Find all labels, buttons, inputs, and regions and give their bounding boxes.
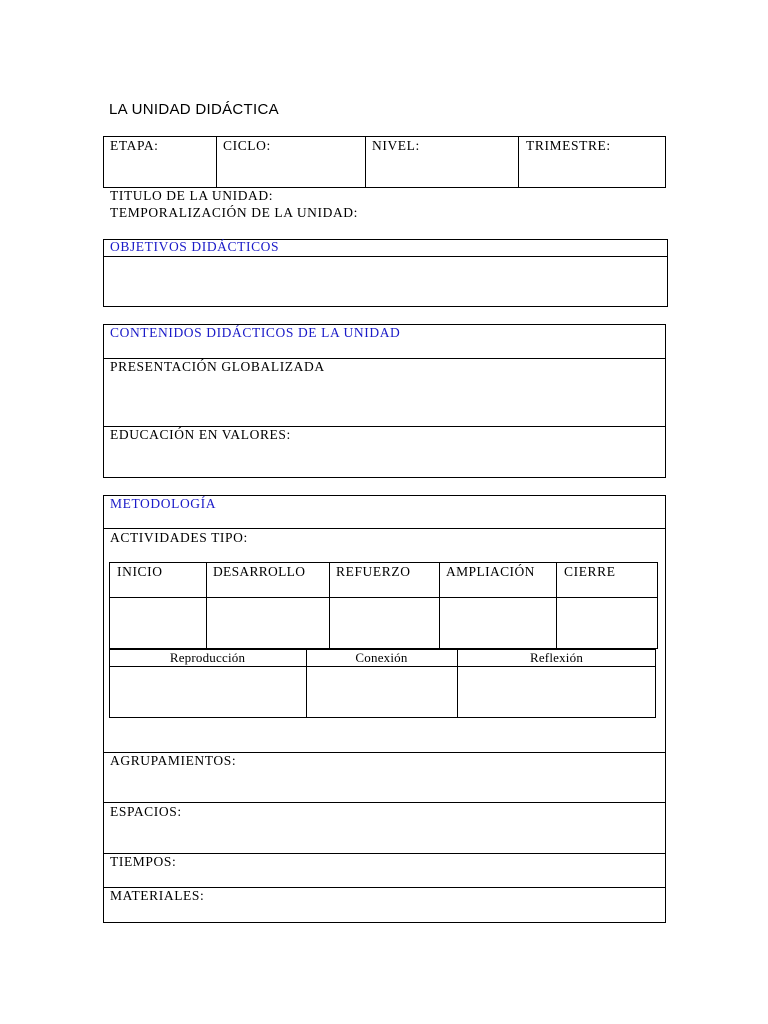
divider [439, 562, 440, 649]
divider [109, 597, 658, 598]
document-title: LA UNIDAD DIDÁCTICA [109, 101, 279, 118]
activity-col-refuerzo: REFUERZO [336, 564, 411, 579]
skill-col-reproduccion: Reproducción [169, 650, 246, 665]
contenidos-section [103, 324, 666, 478]
divider [206, 562, 207, 649]
materiales-label[interactable]: MATERIALES: [110, 888, 205, 903]
divider [216, 136, 217, 188]
field-ciclo[interactable]: CICLO: [223, 138, 271, 153]
valores-label[interactable]: EDUCACIÓN EN VALORES: [110, 427, 291, 442]
agrupamientos-label[interactable]: AGRUPAMIENTOS: [110, 753, 237, 768]
divider [103, 802, 666, 803]
divider [103, 256, 668, 257]
objetivos-heading: OBJETIVOS DIDÁCTICOS [110, 239, 280, 254]
presentacion-label[interactable]: PRESENTACIÓN GLOBALIZADA [110, 359, 325, 374]
divider [103, 853, 666, 854]
field-nivel[interactable]: NIVEL: [372, 138, 420, 153]
skill-col-reflexion: Reflexión [529, 650, 584, 665]
unit-title-label: TITULO DE LA UNIDAD: [110, 188, 274, 203]
divider [329, 562, 330, 649]
metodologia-heading: METODOLOGÍA [110, 496, 217, 511]
skill-col-conexion: Conexión [355, 650, 408, 665]
divider [518, 136, 519, 188]
activity-col-inicio: INICIO [117, 564, 163, 579]
divider [365, 136, 366, 188]
field-etapa[interactable]: ETAPA: [110, 138, 159, 153]
espacios-label[interactable]: ESPACIOS: [110, 804, 182, 819]
divider [103, 528, 666, 529]
divider [109, 666, 656, 667]
actividades-label: ACTIVIDADES TIPO: [110, 530, 248, 545]
activity-col-cierre: CIERRE [564, 564, 616, 579]
field-trimestre[interactable]: TRIMESTRE: [526, 138, 611, 153]
contenidos-heading: CONTENIDOS DIDÁCTICOS DE LA UNIDAD [110, 325, 401, 340]
unit-timing-label: TEMPORALIZACIÓN DE LA UNIDAD: [110, 205, 359, 220]
tiempos-label[interactable]: TIEMPOS: [110, 854, 177, 869]
activity-col-desarrollo: DESARROLLO [213, 564, 306, 579]
activity-col-ampliacion: AMPLIACIÓN [446, 564, 535, 579]
divider [556, 562, 557, 649]
